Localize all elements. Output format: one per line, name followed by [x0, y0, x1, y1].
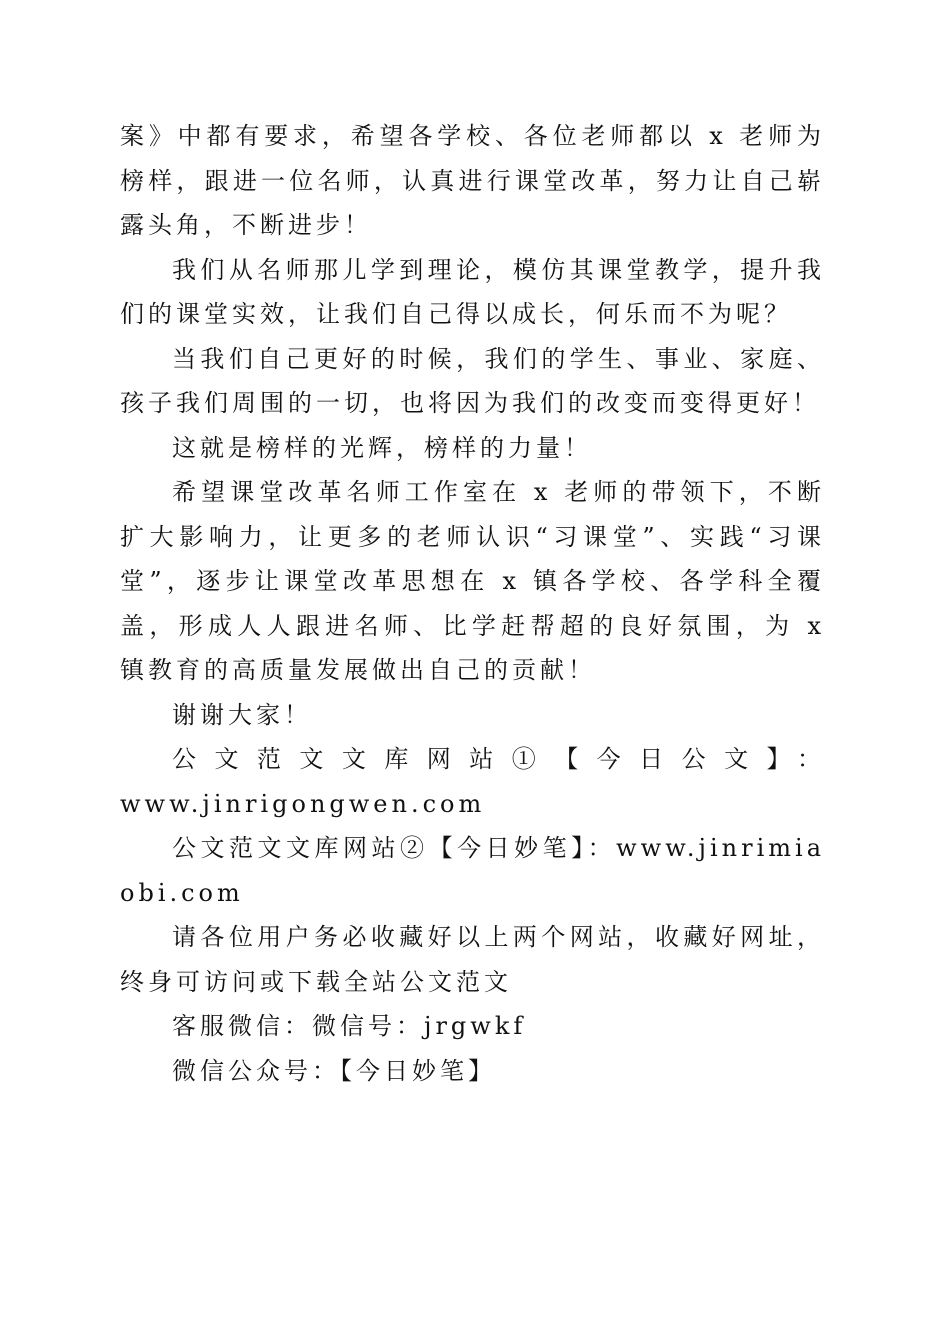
footer-site-1-url[interactable]: www.jinrigongwen.com: [120, 789, 486, 818]
paragraph-3: 当我们自己更好的时候，我们的学生、事业、家庭、孩子我们周围的一切，也将因为我们的改变而变得更好！: [120, 344, 825, 417]
footer-site-1-label: 公文范文文库网站①【今日公文】：: [172, 745, 825, 773]
footer-notice: 请各位用户务必收藏好以上两个网站，收藏好网址，终身可访问或下载全站公文范文: [120, 923, 825, 996]
footer-wechat-public: 微信公众号：【今日妙笔】: [172, 1056, 496, 1085]
footer-wechat-service: 客服微信：微信号：jrgwkf: [172, 1012, 527, 1040]
paragraph-5: 希望课堂改革名师工作室在 x 老师的带领下，不断扩大影响力，让更多的老师认识“习课堂”、实践“习课堂”，逐步让课堂改革思想在 x 镇各学校、各学科全覆盖，形成人人跟进名师、比学赶帮超的良好氛围，为 x 镇教育的高质量发展做出自己的贡献！: [120, 478, 825, 684]
paragraph-1: 案》中都有要求，希望各学校、各位老师都以 x 老师为榜样，跟进一位名师，认真进行课堂改革，努力让自己崭露头角，不断进步！: [120, 122, 825, 239]
document-body: [120, 114, 825, 1093]
footer-site-2[interactable]: 公文范文文库网站②【今日妙笔】：www.jinrimiaobi.com: [120, 834, 825, 907]
paragraph-6: 谢谢大家！: [172, 700, 312, 729]
paragraph-2: 我们从名师那儿学到理论，模仿其课堂教学，提升我们的课堂实效，让我们自己得以成长，何乐而不为呢？: [120, 255, 825, 328]
footer-site-1: [120, 737, 825, 826]
paragraph-4: 这就是榜样的光辉，榜样的力量！: [172, 433, 592, 462]
